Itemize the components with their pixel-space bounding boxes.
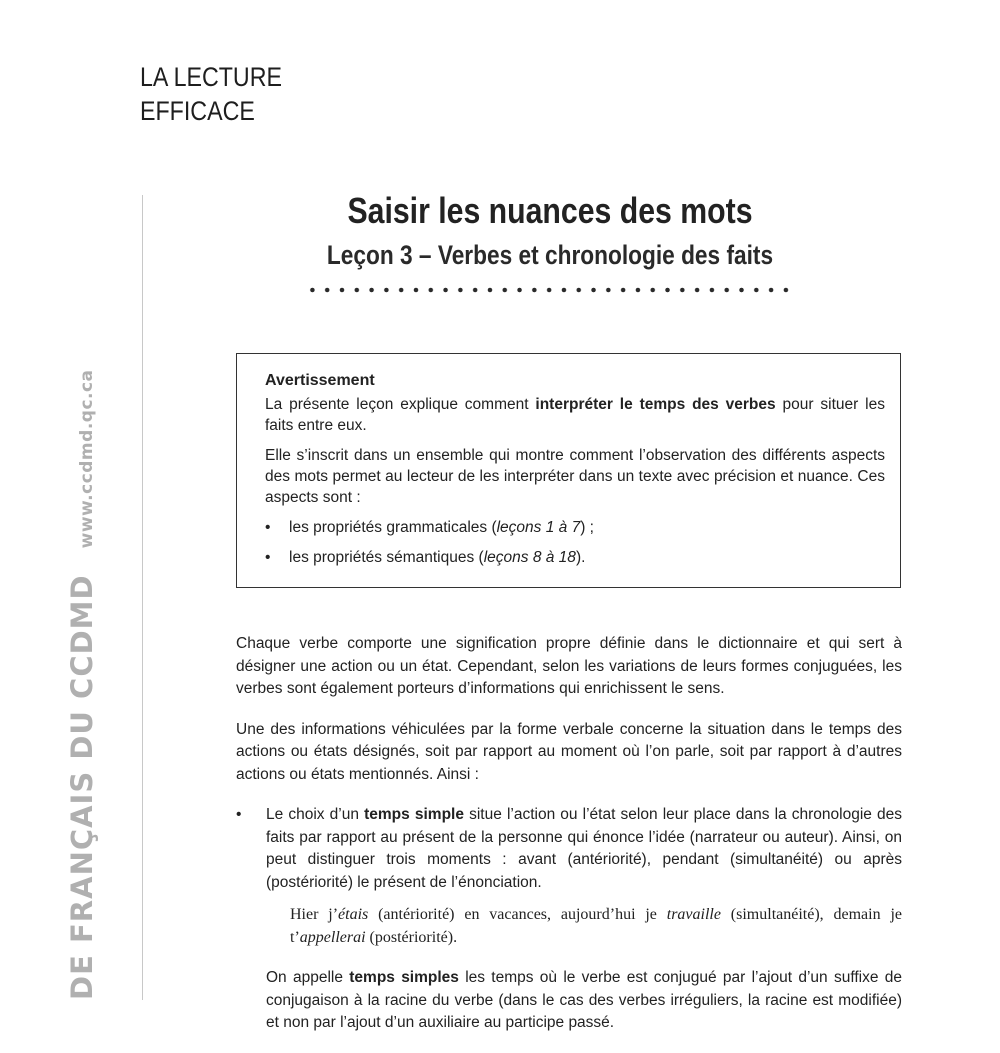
example-text: (postériorité). [365, 928, 458, 946]
collection-name: DE FRANÇAIS DU CCDMD [65, 574, 99, 1000]
body-paragraph-1: Chaque verbe comporte une signification propre définie dans le dictionnaire et qui sert à désigner une action ou un état. Cependant, selon les variations de leurs formes conjuguées, les verbes sont également porteurs d’informations qui enrichissent le sens. [236, 635, 902, 697]
warning-p1-bold: interpréter le temps des verbes [535, 396, 776, 413]
example-sentence [290, 904, 902, 949]
para3-text-end: les temps où le verbe est conjugué par l’ajout d’un suffixe de conjugaison à la racine du verbe (dans le cas des verbes irréguliers, la racine est modifiée) et non par l’ajout d’un auxiliaire au participe passé. [266, 969, 903, 1031]
body-paragraph-3 [236, 967, 902, 1035]
bullet-bold: temps simple [364, 806, 464, 823]
warning-box [236, 353, 901, 588]
lesson-title-text: Leçon 3 – Verbes et chronologie des faits [326, 240, 774, 270]
warning-content [265, 370, 885, 577]
series-title-line2: EFFICACE [140, 96, 255, 126]
bullet-text: Le choix d’un [266, 806, 365, 823]
para3-text: On appelle [266, 969, 350, 986]
series-title-line1: LA LECTURE [140, 62, 282, 92]
body-bullet-simple-tense [236, 804, 902, 894]
warning-heading: Avertissement [265, 372, 375, 389]
example-verb-past: étais [338, 906, 369, 923]
lesson-title [88, 240, 928, 271]
dotted-divider [305, 287, 795, 293]
margin-vertical-text [65, 369, 99, 1000]
bullet-text-end: situe l’action ou l’état selon leur place dans la chronologie des faits par rapport au présent de la personne qui énonce l’idée (narrateur ou auteur). Ainsi, on peut distinguer trois moments : avant (antériorité), pendant (simultanéité) ou après (postériorité) le présent de l’énonciation. [266, 806, 902, 891]
warning-paragraph-2: Elle s’inscrit dans un ensemble qui montre comment l’observation des différents aspects des mots permet au lecteur de les interpréter dans un texte avec précision et nuance. Ces aspects sont : [265, 447, 885, 506]
para3-bold: temps simples [349, 969, 459, 986]
example-text: Hier j’ [290, 906, 339, 923]
page-title [88, 190, 928, 232]
series-title [140, 60, 282, 128]
bullet-text: les propriétés grammaticales ( [289, 519, 497, 536]
warning-paragraph-1 [265, 394, 885, 436]
body-text [236, 633, 902, 1053]
bullet-italic: leçons 1 à 7 [496, 519, 581, 536]
warning-p1-text-end: pour situer les faits entre eux. [265, 396, 885, 434]
warning-bullet-grammar [265, 517, 885, 538]
warning-bullet-list [265, 517, 885, 568]
bullet-italic: leçons 8 à 18 [483, 549, 576, 566]
example-text: (antériorité) en vacances, aujourd’hui je [368, 906, 667, 923]
website-url: www.ccdmd.qc.ca [77, 369, 97, 549]
bullet-dot: • [236, 806, 242, 823]
bullet-text: les propriétés sémantiques ( [289, 549, 484, 566]
page-title-text: Saisir les nuances des mots [347, 190, 753, 231]
example-verb-present: travaille [666, 906, 721, 923]
margin-divider [142, 195, 143, 1000]
body-paragraph-2: Une des informations véhiculées par la forme verbale concerne la situation dans le temps des actions ou états désignés, soit par rapport au moment où l’on parle, soit par rapport à d’autres actions ou états mentionnés. Ainsi : [236, 720, 902, 783]
example-text: (simultanéité), demain je t’ [290, 906, 902, 946]
warning-p1-text: La présente leçon explique comment [265, 396, 536, 413]
warning-bullet-semantic [265, 547, 885, 568]
bullet-text-end: ). [575, 549, 586, 566]
bullet-text-end: ) ; [580, 519, 594, 536]
example-verb-future: appellerai [299, 928, 366, 946]
